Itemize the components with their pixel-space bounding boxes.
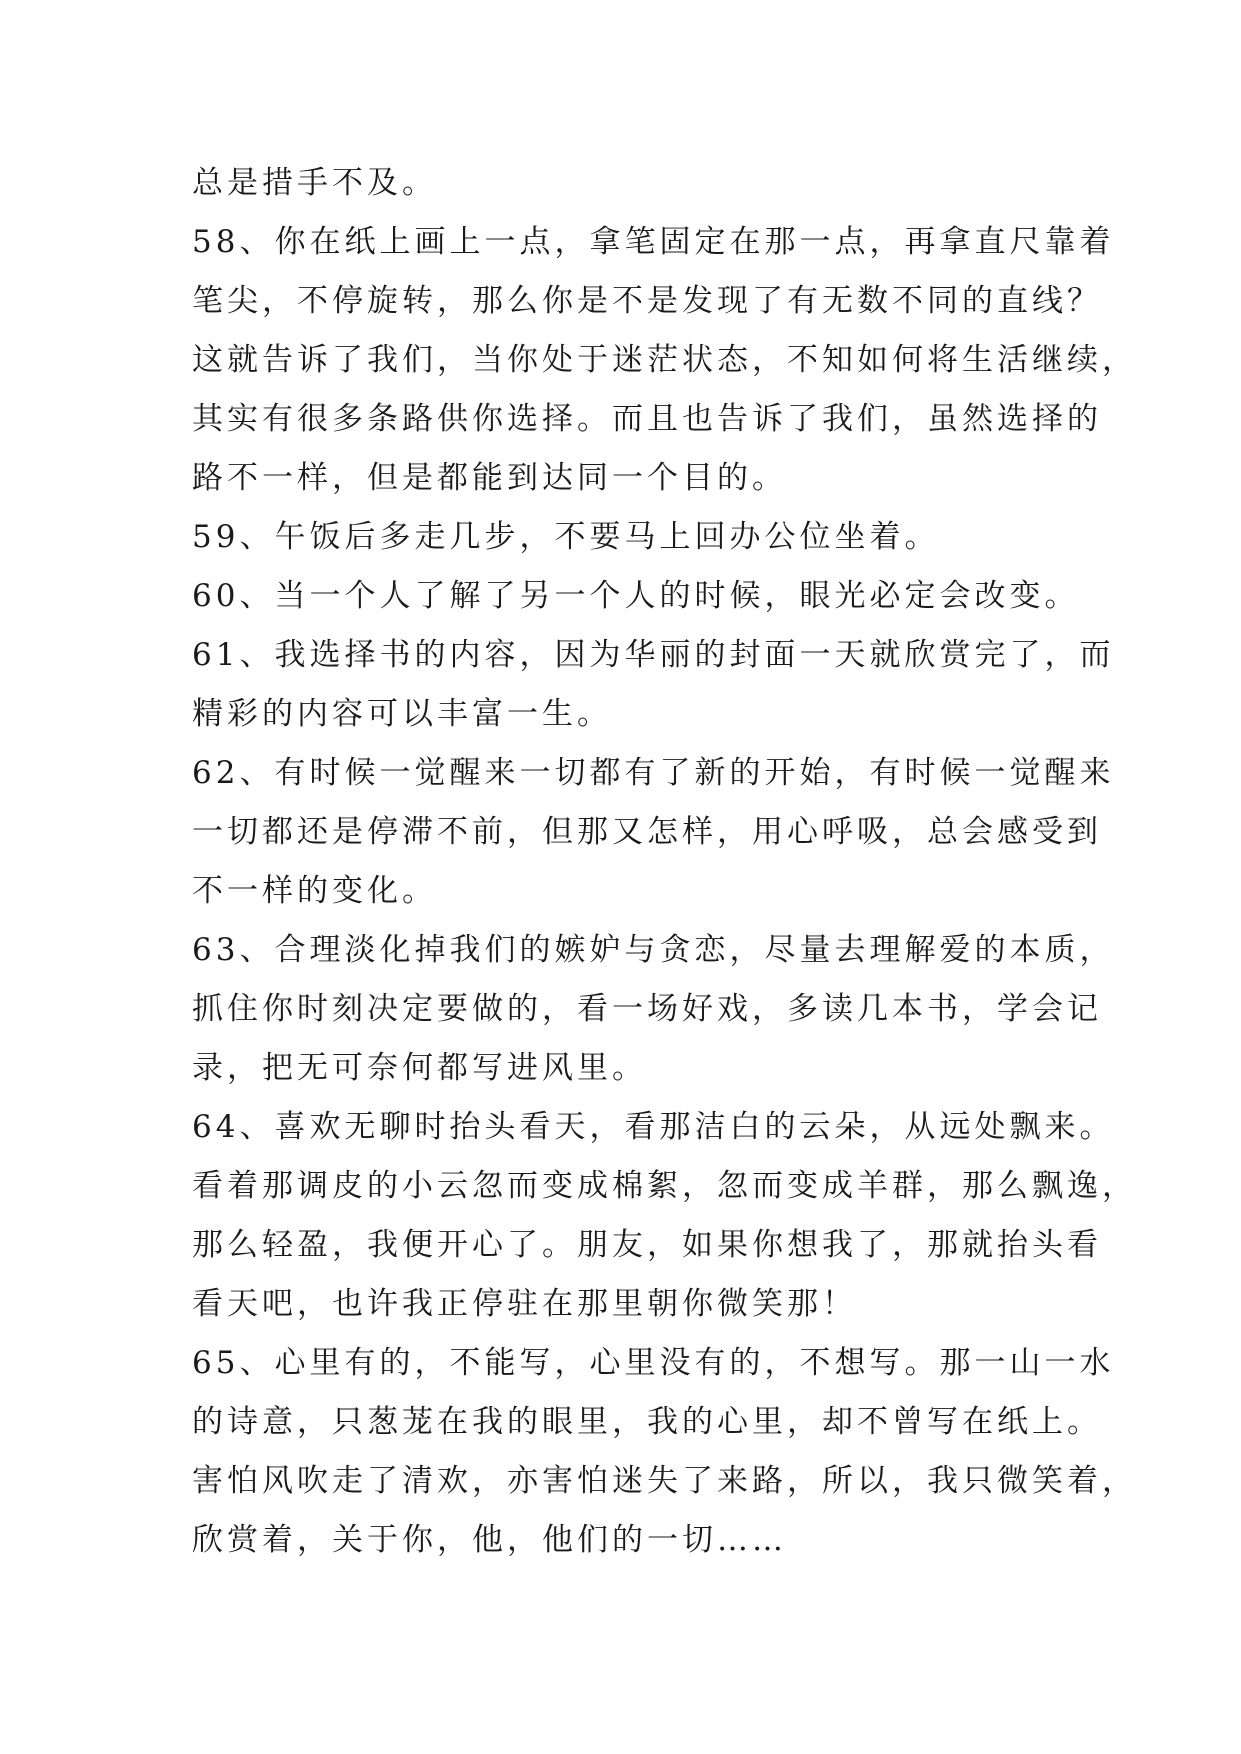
- text-line: 总是措手不及。: [192, 165, 437, 201]
- text-line: 精彩的内容可以丰富一生。: [192, 696, 612, 732]
- text-line: 58、你在纸上画上一点，拿笔固定在那一点，再拿直尺靠着: [192, 224, 1115, 260]
- text-line: 64、喜欢无聊时抬头看天，看那洁白的云朵，从远处飘来。: [192, 1109, 1115, 1145]
- text-line: 路不一样，但是都能到达同一个目的。: [192, 460, 787, 496]
- text-line: 的诗意，只葱茏在我的眼里，我的心里，却不曾写在纸上。: [192, 1404, 1102, 1440]
- text-line: 62、有时候一觉醒来一切都有了新的开始，有时候一觉醒来: [192, 755, 1115, 791]
- text-line: 那么轻盈，我便开心了。朋友，如果你想我了，那就抬头看: [192, 1227, 1102, 1263]
- document-body: [192, 154, 1137, 1570]
- text-line: 害怕风吹走了清欢，亦害怕迷失了来路，所以，我只微笑着，: [192, 1463, 1137, 1499]
- text-line: 65、心里有的，不能写，心里没有的，不想写。那一山一水: [192, 1345, 1115, 1381]
- text-line: 这就告诉了我们，当你处于迷茫状态，不知如何将生活继续，: [192, 342, 1137, 378]
- text-line: 笔尖，不停旋转，那么你是不是发现了有无数不同的直线？: [192, 283, 1102, 319]
- text-line: 61、我选择书的内容，因为华丽的封面一天就欣赏完了，而: [192, 637, 1115, 673]
- text-line: 60、当一个人了解了另一个人的时候，眼光必定会改变。: [192, 578, 1080, 614]
- text-line: 一切都还是停滞不前，但那又怎样，用心呼吸，总会感受到: [192, 814, 1102, 850]
- text-line: 录，把无可奈何都写进风里。: [192, 1050, 647, 1086]
- text-line: 看天吧，也许我正停驻在那里朝你微笑那！: [192, 1286, 857, 1322]
- text-line: 其实有很多条路供你选择。而且也告诉了我们，虽然选择的: [192, 401, 1102, 437]
- text-line: 看着那调皮的小云忽而变成棉絮，忽而变成羊群，那么飘逸，: [192, 1168, 1137, 1204]
- text-line: 抓住你时刻决定要做的，看一场好戏，多读几本书，学会记: [192, 991, 1102, 1027]
- text-line: 不一样的变化。: [192, 873, 437, 909]
- text-line: 63、合理淡化掉我们的嫉妒与贪恋，尽量去理解爱的本质，: [192, 932, 1115, 968]
- text-line: 欣赏着，关于你，他，他们的一切……: [192, 1522, 787, 1558]
- text-line: 59、午饭后多走几步，不要马上回办公位坐着。: [192, 519, 940, 555]
